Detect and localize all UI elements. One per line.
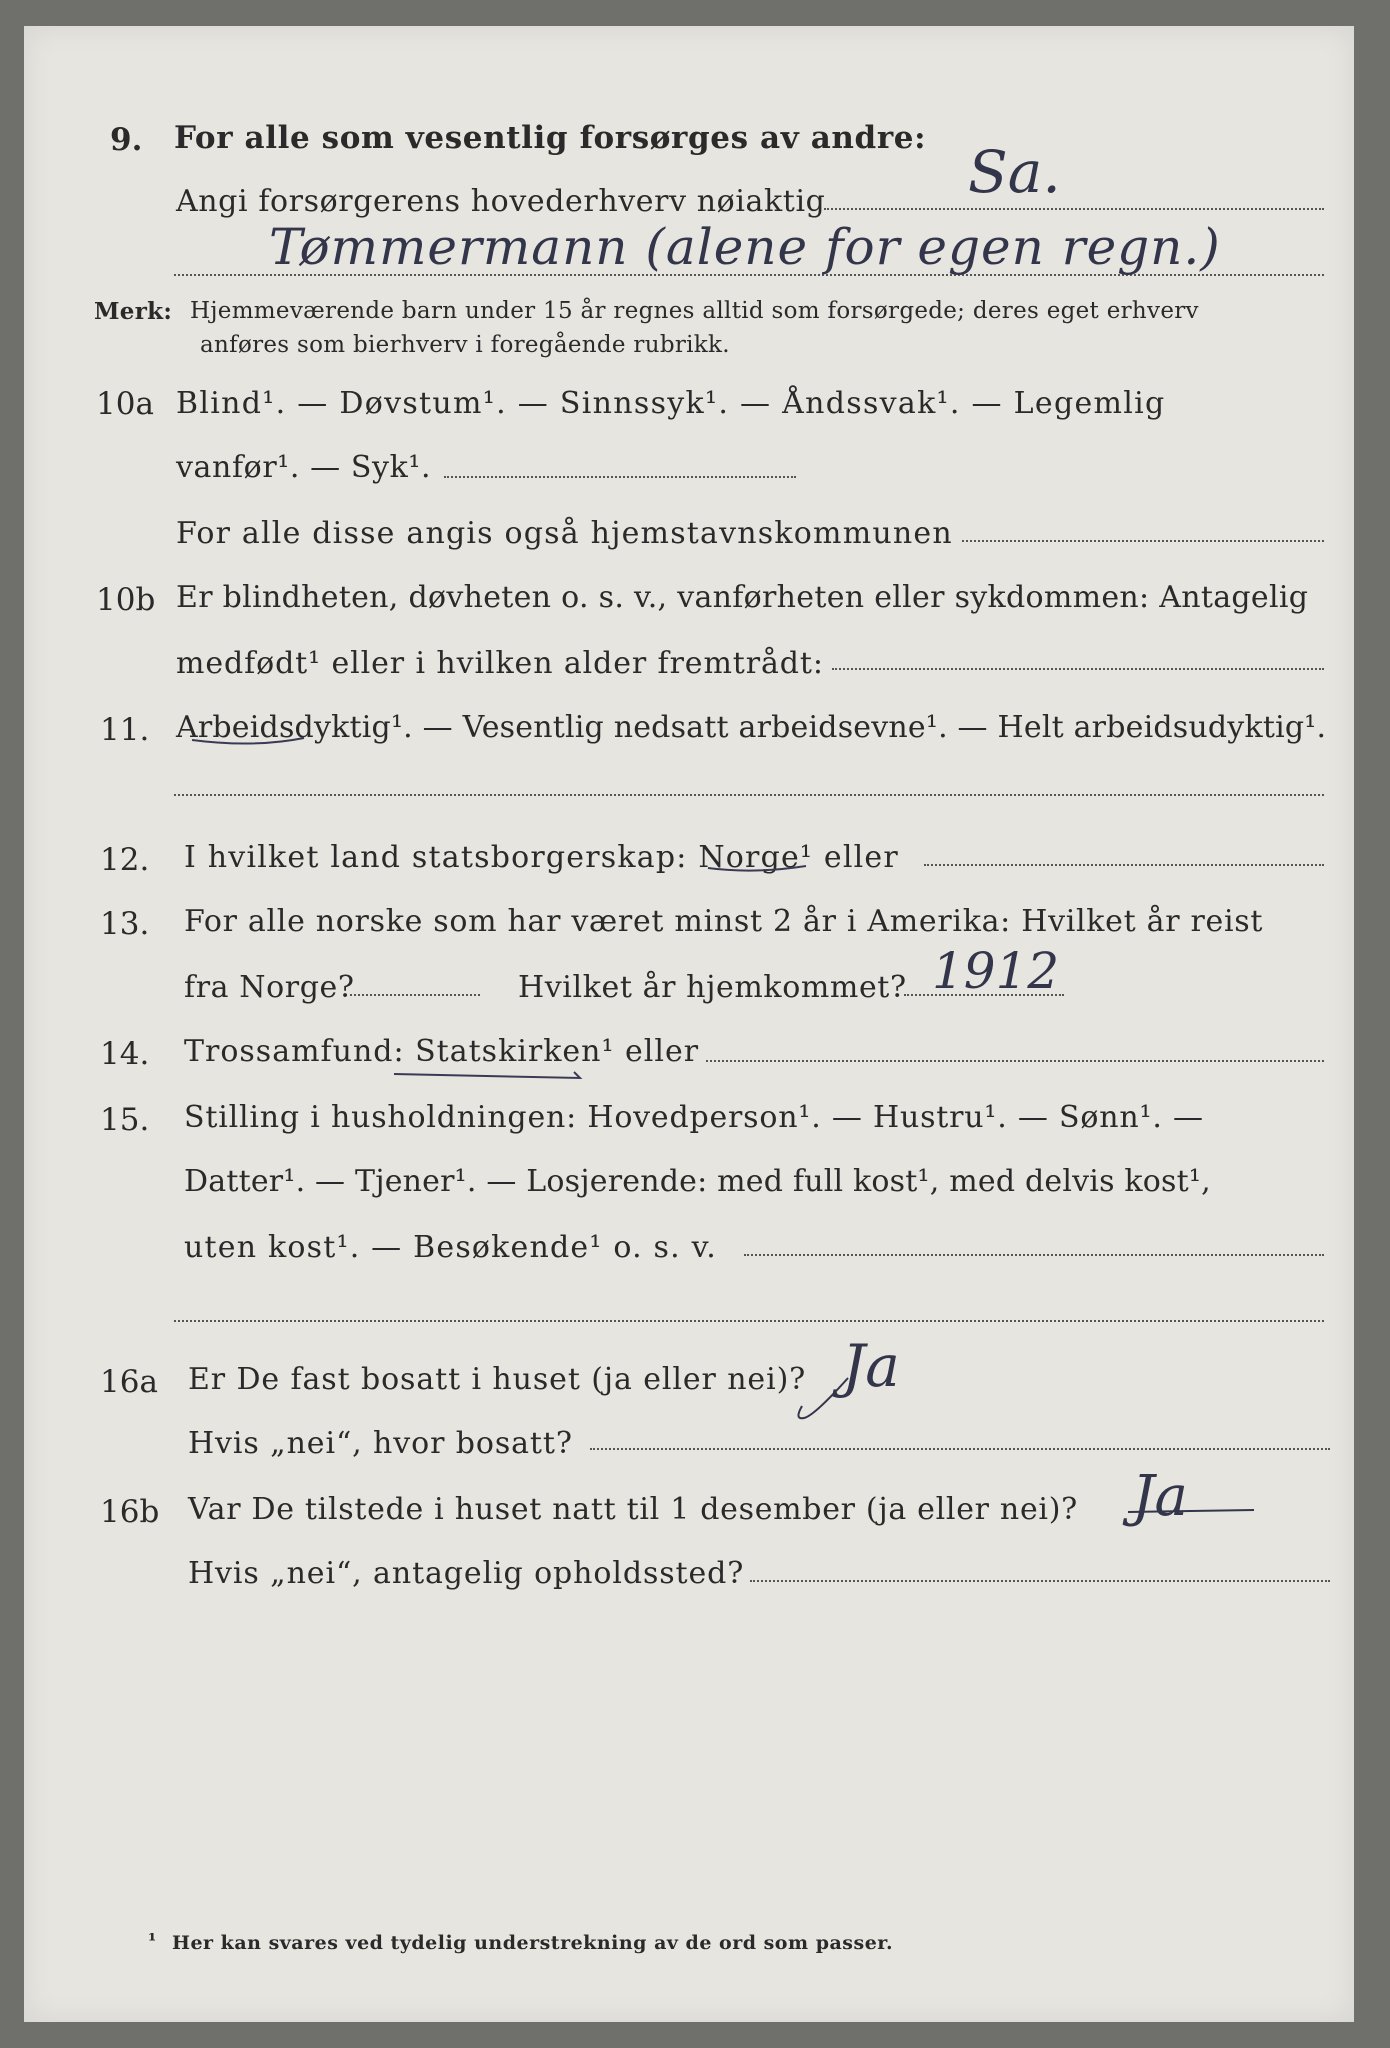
q13-line-2b: Hvilket år hjemkommet? — [518, 970, 907, 1005]
merk-label: Merk: — [94, 298, 173, 325]
norge-underline — [708, 866, 806, 871]
q10b-line-2: medfødt¹ eller i hvilken alder fremtrådt: — [176, 646, 824, 681]
q16b-handwritten-answer: Ja — [1132, 1464, 1188, 1529]
q16a-handwritten-answer: Ja — [842, 1332, 900, 1400]
q16a-line-1: Er De fast bosatt i huset (ja eller nei)? — [188, 1362, 807, 1397]
footnote-mark: ¹ — [148, 1930, 157, 1952]
statskirken-underline — [394, 1072, 580, 1078]
q10a-line-1: Blind¹. — Døvstum¹. — Sinnssyk¹. — Åndssvak¹. — Legemlig — [176, 386, 1166, 421]
q10b-number: 10b — [96, 582, 156, 618]
q10a-line-2: vanfør¹. — Syk¹. — [176, 450, 432, 485]
q15-line-1: Stilling i husholdningen: Hovedperson¹. — Hustru¹. — Sønn¹. — — [184, 1100, 1204, 1135]
q15-number: 15. — [100, 1102, 150, 1138]
q11-line-1: Arbeidsdyktig¹. — Vesentlig nedsatt arbeidsevne¹. — Helt arbeidsudyktig¹. — [176, 710, 1327, 745]
q9-number: 9. — [110, 122, 143, 158]
q13-number: 13. — [100, 906, 150, 942]
merk-line-1: Hjemmeværende barn under 15 år regnes alltid som forsørgede; deres eget erhverv — [190, 298, 1199, 324]
q11-number: 11. — [100, 712, 150, 748]
footnote-text: Her kan svares ved tydelig understrekning av de ord som passer. — [172, 1932, 894, 1954]
q13-handwritten-answer: 1912 — [932, 942, 1060, 1000]
q16a-line-2: Hvis „nei“, hvor bosatt? — [188, 1426, 573, 1461]
q16b-number: 16b — [100, 1494, 160, 1530]
q16a-number: 16a — [100, 1364, 158, 1400]
arbeidsdyktig-underline — [192, 738, 304, 744]
q16b-ja-stroke — [1128, 1510, 1254, 1512]
census-form-page — [24, 26, 1354, 2022]
q10b-line-1: Er blindheten, døvheten o. s. v., vanførheten eller sykdommen: Antagelig — [176, 580, 1309, 615]
q14-line-1: Trossamfund: Statskirken¹ eller — [184, 1034, 700, 1069]
q10a-line-3: For alle disse angis også hjemstavnskommunen — [176, 516, 953, 551]
pen-markings — [24, 26, 1354, 2022]
q16b-line-2: Hvis „nei“, antagelig opholdssted? — [188, 1556, 745, 1591]
q14-number: 14. — [100, 1036, 150, 1072]
q12-line-1: I hvilket land statsborgerskap: Norge¹ eller — [184, 840, 899, 875]
q16a-ja-stroke — [798, 1378, 848, 1418]
q13-line-2a: fra Norge? — [184, 970, 355, 1005]
q13-line-1: For alle norske som har været minst 2 år i Amerika: Hvilket år reist — [184, 904, 1264, 939]
q9-handwritten-answer-2: Tømmermann (alene for egen regn.) — [269, 218, 1221, 276]
merk-line-2: anføres som bierhverv i foregående rubrikk. — [200, 332, 730, 358]
q12-number: 12. — [100, 842, 150, 878]
q9-prompt: Angi forsørgerens hovederhverv nøiaktig — [176, 184, 826, 219]
q15-line-3: uten kost¹. — Besøkende¹ o. s. v. — [184, 1230, 717, 1265]
q15-line-2: Datter¹. — Tjener¹. — Losjerende: med full kost¹, med delvis kost¹, — [184, 1164, 1211, 1199]
q10a-number: 10a — [96, 386, 154, 422]
q9-heading: For alle som vesentlig forsørges av andre: — [174, 120, 927, 156]
q9-handwritten-answer-1: Sa. — [968, 138, 1061, 206]
q16b-line-1: Var De tilstede i huset natt til 1 desember (ja eller nei)? — [188, 1492, 1078, 1527]
